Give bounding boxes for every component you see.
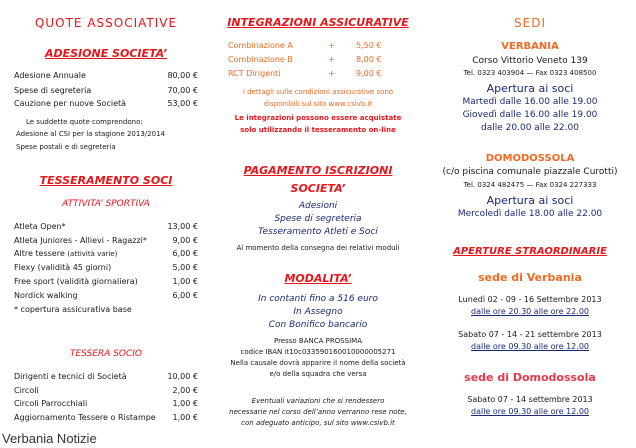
adesione-row: Adesione Annuale 80,00 € bbox=[14, 71, 198, 80]
adesione-title: ADESIONE SOCIETA’ bbox=[44, 47, 167, 60]
tessera-title: TESSERA SOCIO bbox=[69, 349, 143, 359]
sede-domodossola-hours: dalle ore 09.30 alle ore 12.00 bbox=[471, 407, 589, 416]
pagamento-column bbox=[212, 0, 424, 448]
adesione-row: Spese di segreteria 70,00 € bbox=[14, 86, 198, 95]
sede-verbania-day: Lunedì 02 - 09 - 16 Settembre 2013 bbox=[458, 295, 602, 304]
final-note: con adeguato anticipo, sul sito www.csivb.it bbox=[241, 419, 395, 427]
attivita-row: Flexy (validità 45 giorni) 5,00 € bbox=[14, 263, 198, 272]
pagamento-item: Tesseramento Atleti e Soci bbox=[258, 227, 378, 237]
integrazioni-warning: solo utilizzando il tesseramento on-line bbox=[240, 126, 396, 134]
pagamento-item: Adesioni bbox=[298, 201, 338, 211]
verbania-hours: Giovedì dalle 16.00 alle 19.00 bbox=[462, 110, 598, 120]
pagamento-title: PAGAMENTO ISCRIZIONI bbox=[243, 164, 393, 177]
tessera-row: Circoli 2,00 € bbox=[14, 386, 198, 395]
bank-info: e/o della squadra che versa bbox=[269, 370, 367, 378]
tessera-row: Aggiornamento Tessere o Ristampe 1,00 € bbox=[14, 413, 198, 422]
domodossola-phone: Tel. 0324 482475 — Fax 0324 227333 bbox=[463, 181, 597, 189]
integrazioni-title: INTEGRAZIONI ASSICURATIVE bbox=[227, 16, 409, 29]
sedi-column bbox=[424, 0, 636, 448]
bank-iban: codice IBAN it10c033590160010000005271 bbox=[240, 348, 396, 356]
adesione-row: Cauzione per nuove Società 53,00 € bbox=[14, 99, 198, 108]
adesione-note: Adesione al CSI per la stagione 2013/2014 bbox=[16, 130, 165, 138]
tesseramento-title: TESSERAMENTO SOCI bbox=[39, 174, 173, 187]
domodossola-title: DOMODOSSOLA bbox=[485, 153, 575, 164]
sede-domodossola-day: Sabato 07 - 14 settembre 2013 bbox=[467, 395, 593, 404]
societa-title: SOCIETA’ bbox=[290, 182, 346, 195]
modalita-item: In Assegno bbox=[293, 307, 343, 317]
integrazioni-row: RCT Dirigenti + 9,00 € bbox=[228, 69, 382, 78]
bank-info: Presso BANCA PROSSIMA bbox=[273, 337, 363, 345]
domodossola-hours: Mercoledì dalle 18.00 alle 22.00 bbox=[457, 209, 603, 219]
attivita-row: Free sport (validità giornaliera) 1,00 € bbox=[14, 277, 198, 286]
domodossola-address: (c/o piscina comunale piazzale Curotti) bbox=[442, 167, 618, 177]
attivita-row: Nordick walking 6,00 € bbox=[14, 291, 198, 300]
quote-title: QUOTE ASSOCIATIVE bbox=[34, 16, 178, 30]
verbania-title: VERBANIA bbox=[501, 41, 559, 52]
tessera-row: Circoli Parrocchiali 1,00 € bbox=[14, 399, 198, 408]
integrazioni-row: Combinazione B + 8,00 € bbox=[228, 55, 382, 64]
sede-verbania-title: sede di Verbania bbox=[478, 271, 582, 284]
final-note: necessarie nel corso dell’anno verranno rese note, bbox=[229, 408, 407, 416]
pagamento-item: Spese di segreteria bbox=[274, 214, 362, 224]
adesione-note: Le suddette quote comprendono: bbox=[26, 118, 143, 126]
tessera-row: Dirigenti e tecnici di Società 10,00 € bbox=[14, 372, 198, 381]
domodossola-hours-title: Apertura ai soci bbox=[486, 194, 574, 207]
integrazioni-note: I dettagli sulle condizioni assicurative sono bbox=[242, 88, 394, 96]
watermark: Verbania Notizie bbox=[2, 431, 97, 446]
verbania-hours-title: Apertura ai soci bbox=[486, 82, 574, 95]
modalita-item: In contanti fino a 516 euro bbox=[258, 294, 378, 304]
attivita-footnote: * copertura assicurativa base bbox=[14, 305, 132, 314]
sedi-title: SEDI bbox=[514, 16, 546, 30]
integrazioni-row: Combinazione A + 5,50 € bbox=[228, 41, 382, 50]
integrazioni-warning: Le integrazioni possono essere acquistate bbox=[234, 114, 402, 122]
modalita-item: Con Bonifico bancario bbox=[268, 320, 368, 330]
sede-verbania-hours: dalle ore 20.30 alle ore 22.00 bbox=[471, 307, 589, 316]
sede-domodossola-title: sede di Domodossola bbox=[464, 371, 596, 384]
attivita-row: Altre tessere (attività varie) 6,00 € bbox=[14, 249, 198, 258]
pagamento-note: Al momento della consegna dei relativi moduli bbox=[236, 244, 400, 252]
bank-info: Nella causale dovrà apparire il nome della società bbox=[230, 359, 406, 367]
verbania-hours: Martedì dalle 16.00 alle 19.00 bbox=[462, 97, 598, 107]
adesione-note: Spese postali e di segreteria bbox=[16, 143, 116, 151]
sede-verbania-day: Sabato 07 - 14 - 21 settembre 2013 bbox=[458, 330, 602, 339]
sede-verbania-hours: dalle ore 09.30 alle ore 12.00 bbox=[471, 342, 589, 351]
final-note: Eventuali variazioni che si rendessero bbox=[251, 397, 385, 405]
verbania-hours: dalle 20.00 alle 22.00 bbox=[481, 123, 579, 133]
integrazioni-note: disponibili sul sito www.csivb.it bbox=[263, 100, 373, 108]
verbania-phone: Tel. 0323 403904 — Fax 0323 408500 bbox=[463, 69, 597, 77]
attivita-row: Atleta Open* 13,00 € bbox=[14, 222, 198, 231]
attivita-row: Atleta Juniores - Allievi - Ragazzi* 9,00 € bbox=[14, 236, 198, 245]
attivita-title: ATTIVITA’ SPORTIVA bbox=[62, 199, 150, 209]
modalita-title: MODALITA’ bbox=[284, 272, 352, 285]
aperture-title: APERTURE STRAORDINARIE bbox=[453, 246, 607, 257]
quote-column bbox=[0, 0, 212, 448]
verbania-address: Corso Vittorio Veneto 139 bbox=[472, 56, 588, 66]
